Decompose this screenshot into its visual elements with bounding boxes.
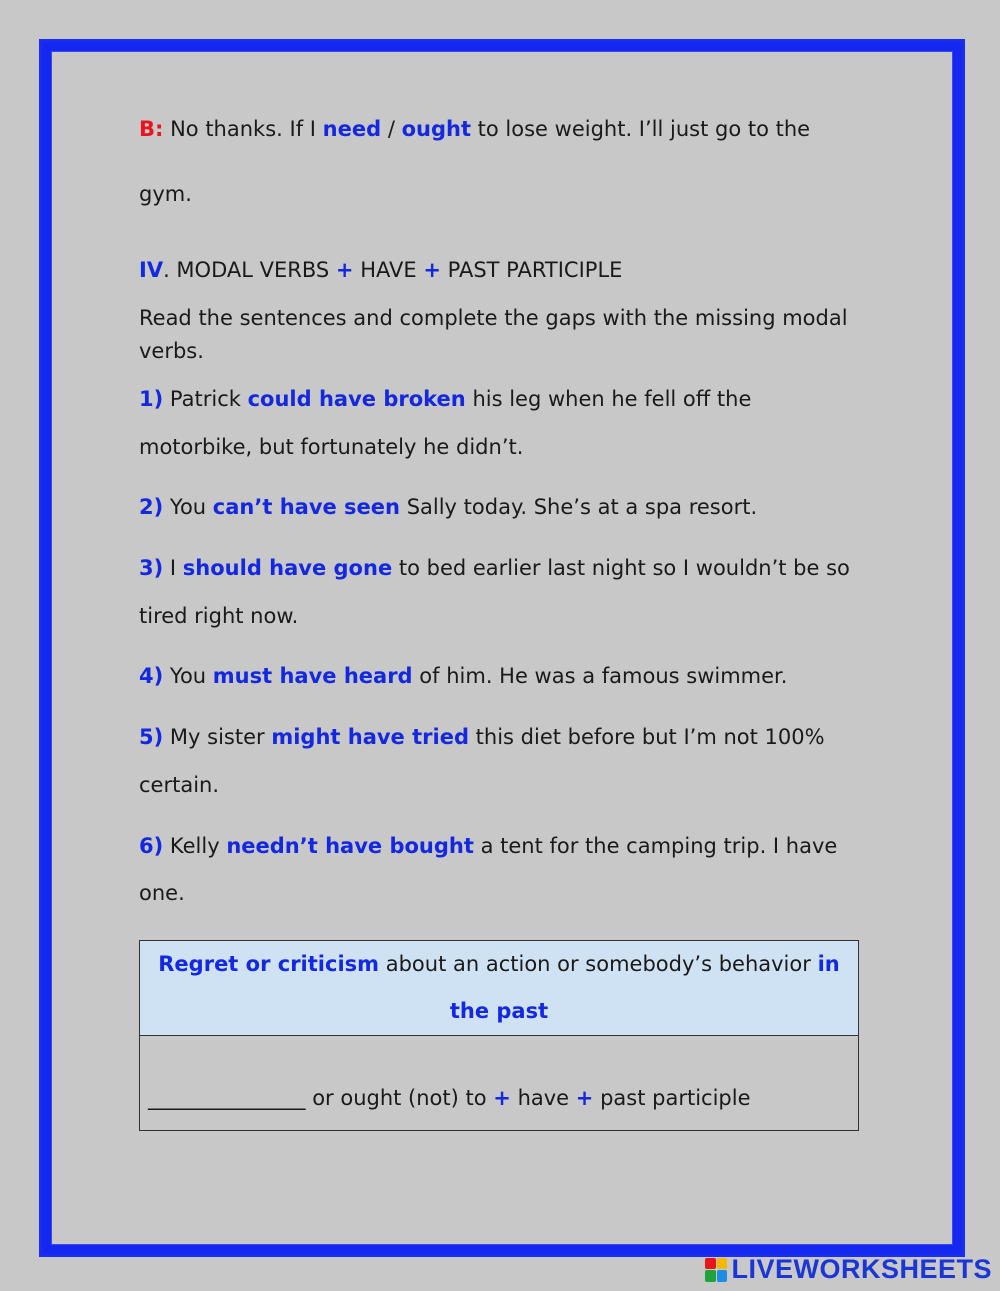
answer-3[interactable]: should have gone [182,556,393,580]
rule-table-header: Regret or criticism about an action or somebody’s behavior in the past [140,941,859,1036]
answer-5[interactable]: might have tried [271,725,469,749]
answer-4[interactable]: must have heard [212,664,413,688]
sentence-4: 4) You must have heard of him. He was a famous swimmer. [139,664,788,688]
sentence-5-cont: certain. [139,773,220,797]
liveworksheets-logo[interactable]: LIVEWORKSHEETS [705,1254,992,1285]
instruction-line-1: Read the sentences and complete the gaps with the missing modal [139,306,848,330]
answer-1[interactable]: could have broken [247,387,466,411]
sentence-6-cont: one. [139,881,185,905]
sentence-2: 2) You can’t have seen Sally today. She’s at a spa resort. [139,495,758,519]
dialogue-line-2: gym. [139,182,192,206]
dialogue-line-1: B: No thanks. If I need / ought to lose weight. I’ll just go to the [139,117,811,141]
sentence-5: 5) My sister might have tried this diet before but I’m not 100% [139,725,825,749]
sentence-3: 3) I should have gone to bed earlier last night so I wouldn’t be so [139,556,850,580]
sentence-1-cont: motorbike, but fortunately he didn’t. [139,435,524,459]
rule-table [139,940,859,1131]
instruction-line-2: verbs. [139,339,204,363]
sentence-6: 6) Kelly needn’t have bought a tent for the camping trip. I have [139,834,838,858]
logo-icon [705,1258,727,1282]
sentence-1: 1) Patrick could have broken his leg when he fell off the [139,387,752,411]
rule-table-body: _______________ or ought (not) to + have + past participle [140,1036,859,1131]
answer-2[interactable]: can’t have seen [212,495,400,519]
answer-6[interactable]: needn’t have bought [226,834,474,858]
section-heading: IV. MODAL VERBS + HAVE + PAST PARTICIPLE [139,258,623,282]
blank-gap[interactable]: _______________ [148,1086,306,1110]
sentence-3-cont: tired right now. [139,604,299,628]
